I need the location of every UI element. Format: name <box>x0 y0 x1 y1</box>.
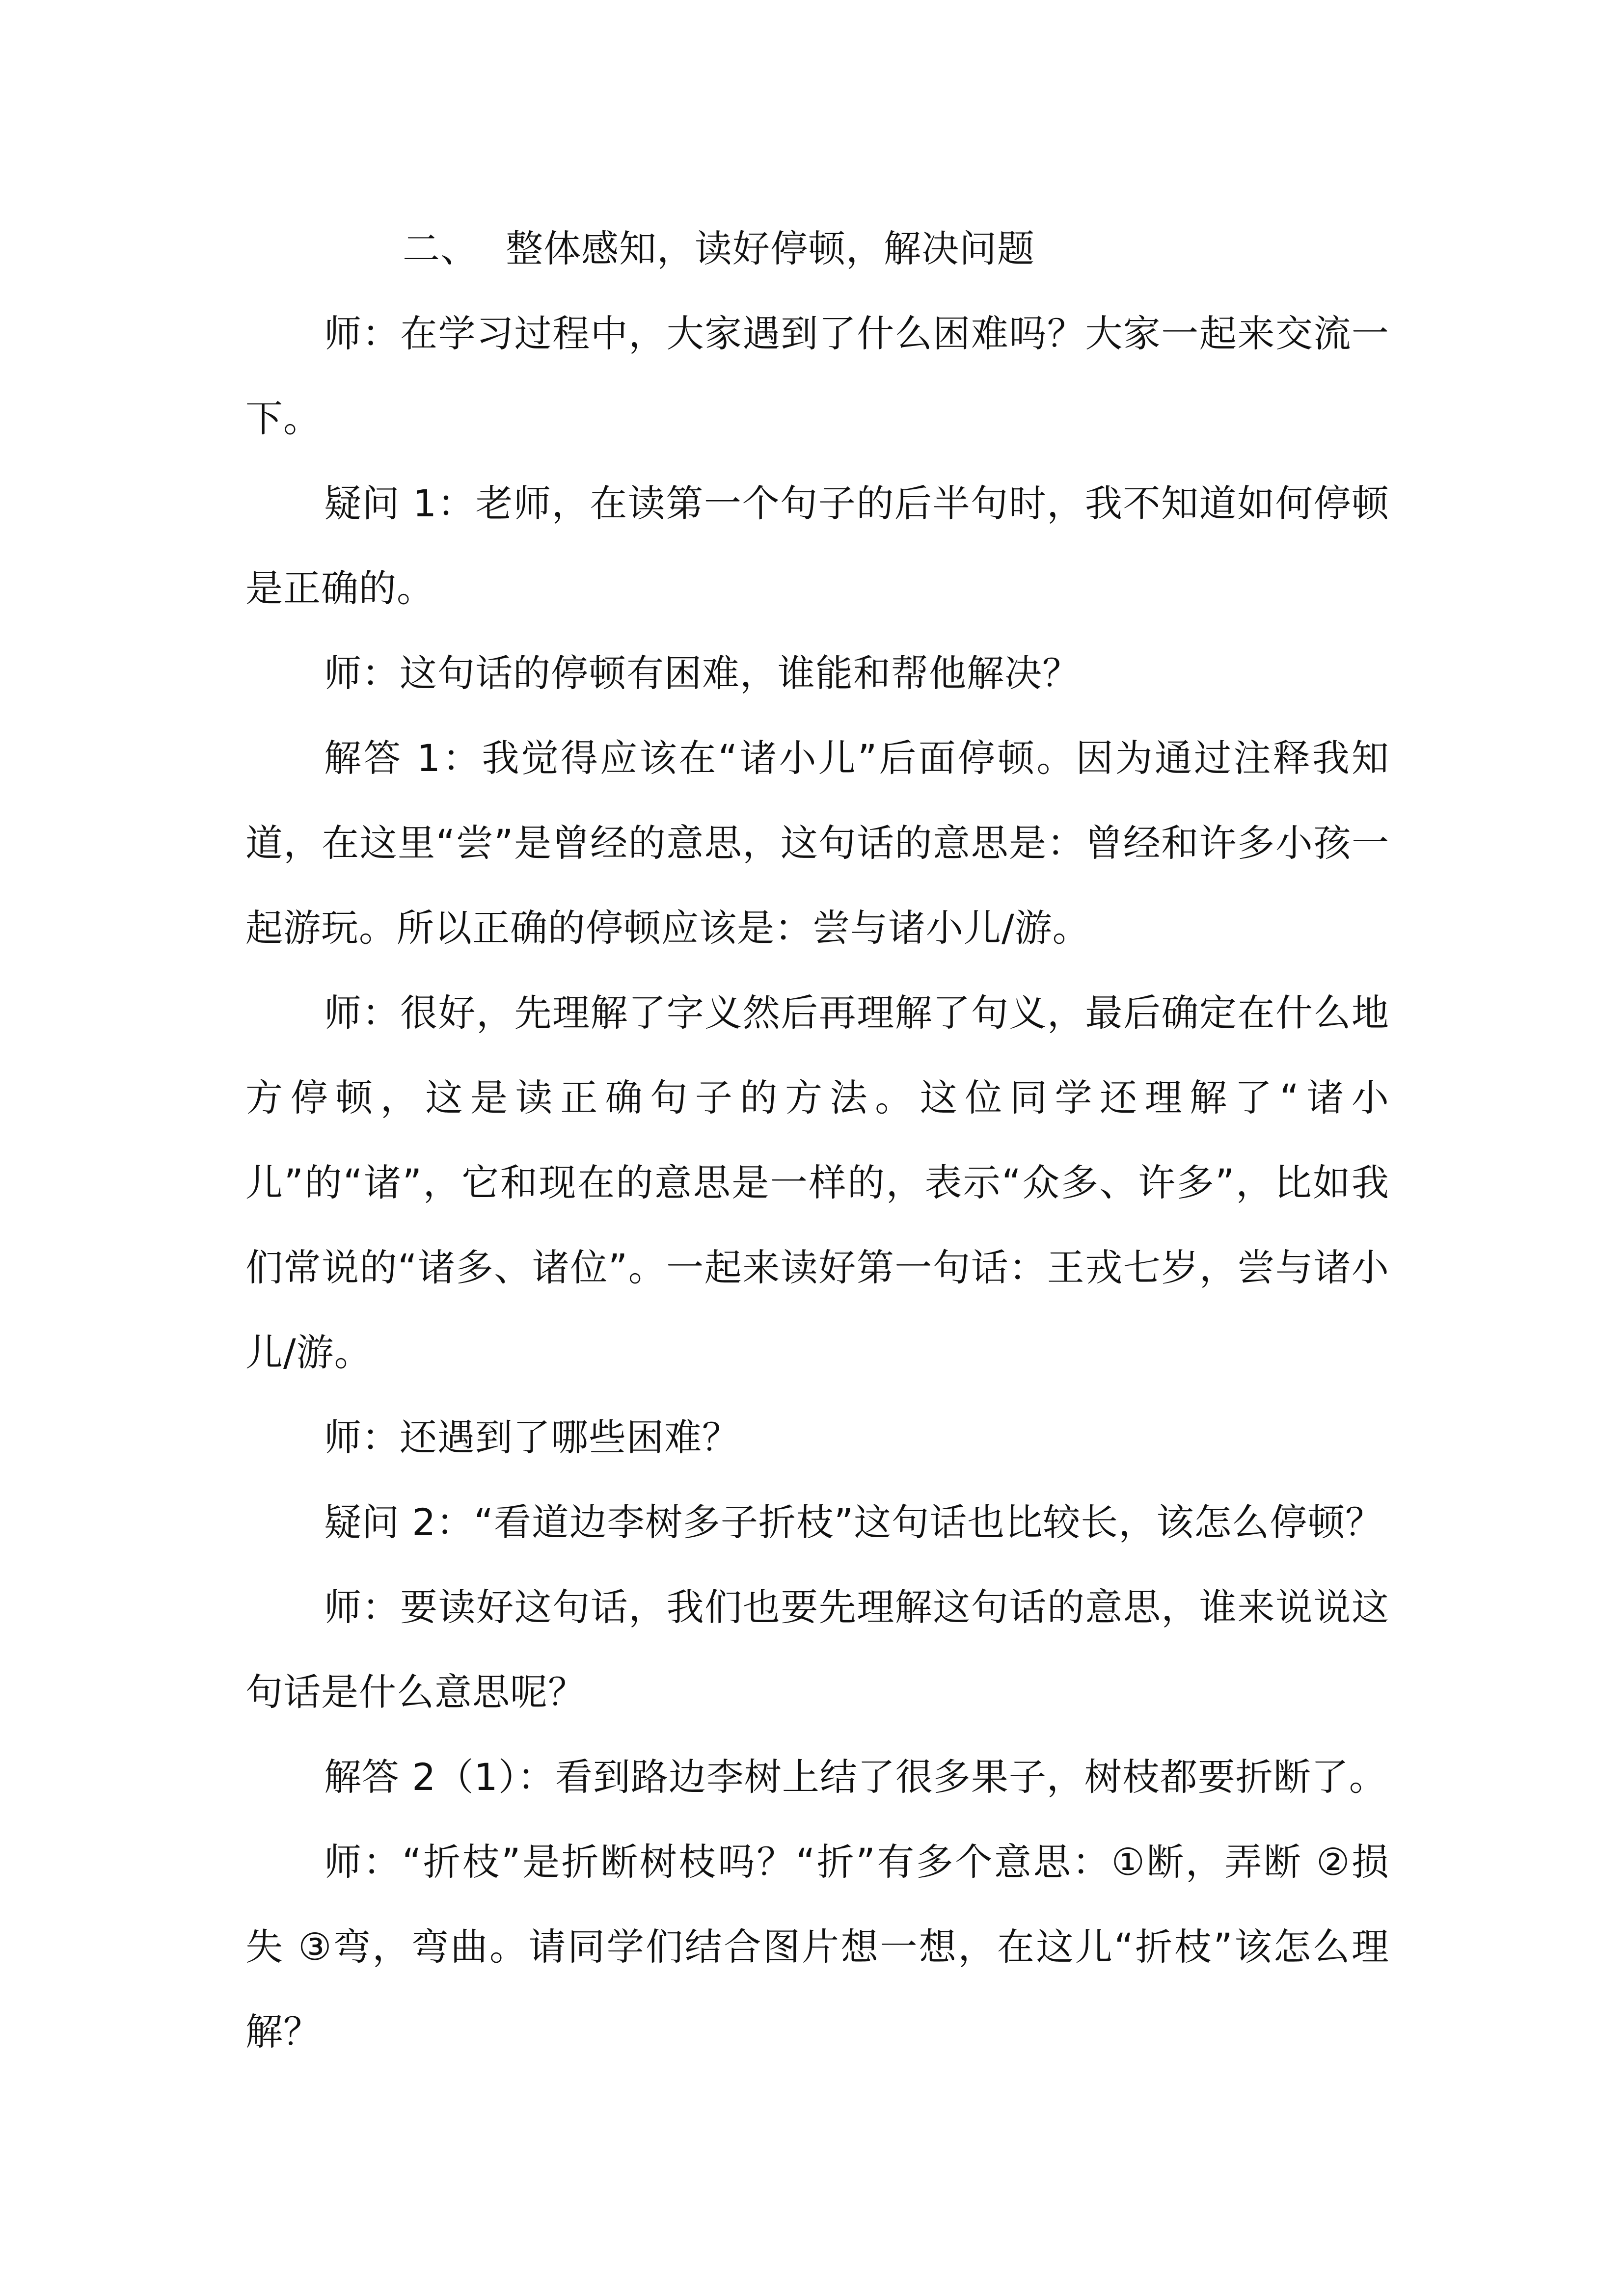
paragraph-teacher-meaning: 师：“折枝”是折断树枝吗？“折”有多个意思：①断，弄断 ②损失 ③弯，弯曲。请同学们结合图片想一想，在这儿“折枝”该怎么理解？ <box>245 1840 1389 2054</box>
paragraph-question-1: 疑问 1：老师，在读第一个句子的后半句时，我不知道如何停顿是正确的。 <box>245 481 1389 610</box>
section-number: 二、 <box>403 227 478 270</box>
document-body <box>245 206 1389 2074</box>
section-heading <box>245 206 1389 291</box>
paragraph-answer-1: 解答 1：我觉得应该在“诸小儿”后面停顿。因为通过注释我知道，在这里“尝”是曾经的意思，这句话的意思是：曾经和许多小孩一起游玩。所以正确的停顿应该是：尝与诸小儿/游。 <box>245 736 1389 950</box>
paragraph-teacher-guide: 师：要读好这句话，我们也要先理解这句话的意思，谁来说说这句话是什么意思呢？ <box>245 1585 1389 1714</box>
paragraph-teacher-followup: 师：还遇到了哪些困难？ <box>324 1415 740 1459</box>
paragraph-teacher-question: 师：在学习过程中，大家遇到了什么困难吗？大家一起来交流一下。 <box>245 312 1389 440</box>
paragraph-question-2: 疑问 2：“看道边李树多子折枝”这句话也比较长，该怎么停顿？ <box>324 1500 1383 1544</box>
paragraph-answer-2: 解答 2（1）：看到路边李树上结了很多果子，树枝都要折断了。 <box>324 1755 1387 1799</box>
section-title: 整体感知，读好停顿，解决问题 <box>506 227 1035 270</box>
paragraph-teacher-explanation: 师：很好，先理解了字义然后再理解了句义，最后确定在什么地方停顿，这是读正确句子的方法。这位同学还理解了“诸小儿”的“诸”，它和现在的意思是一样的，表示“众多、许多”，比如我们常说的“诸多、诸位”。一起来读好第一句话：王戎七岁，尝与诸小儿/游。 <box>245 991 1389 1374</box>
paragraph-teacher-prompt: 师：这句话的停顿有困难，谁能和帮他解决？ <box>324 651 1080 695</box>
